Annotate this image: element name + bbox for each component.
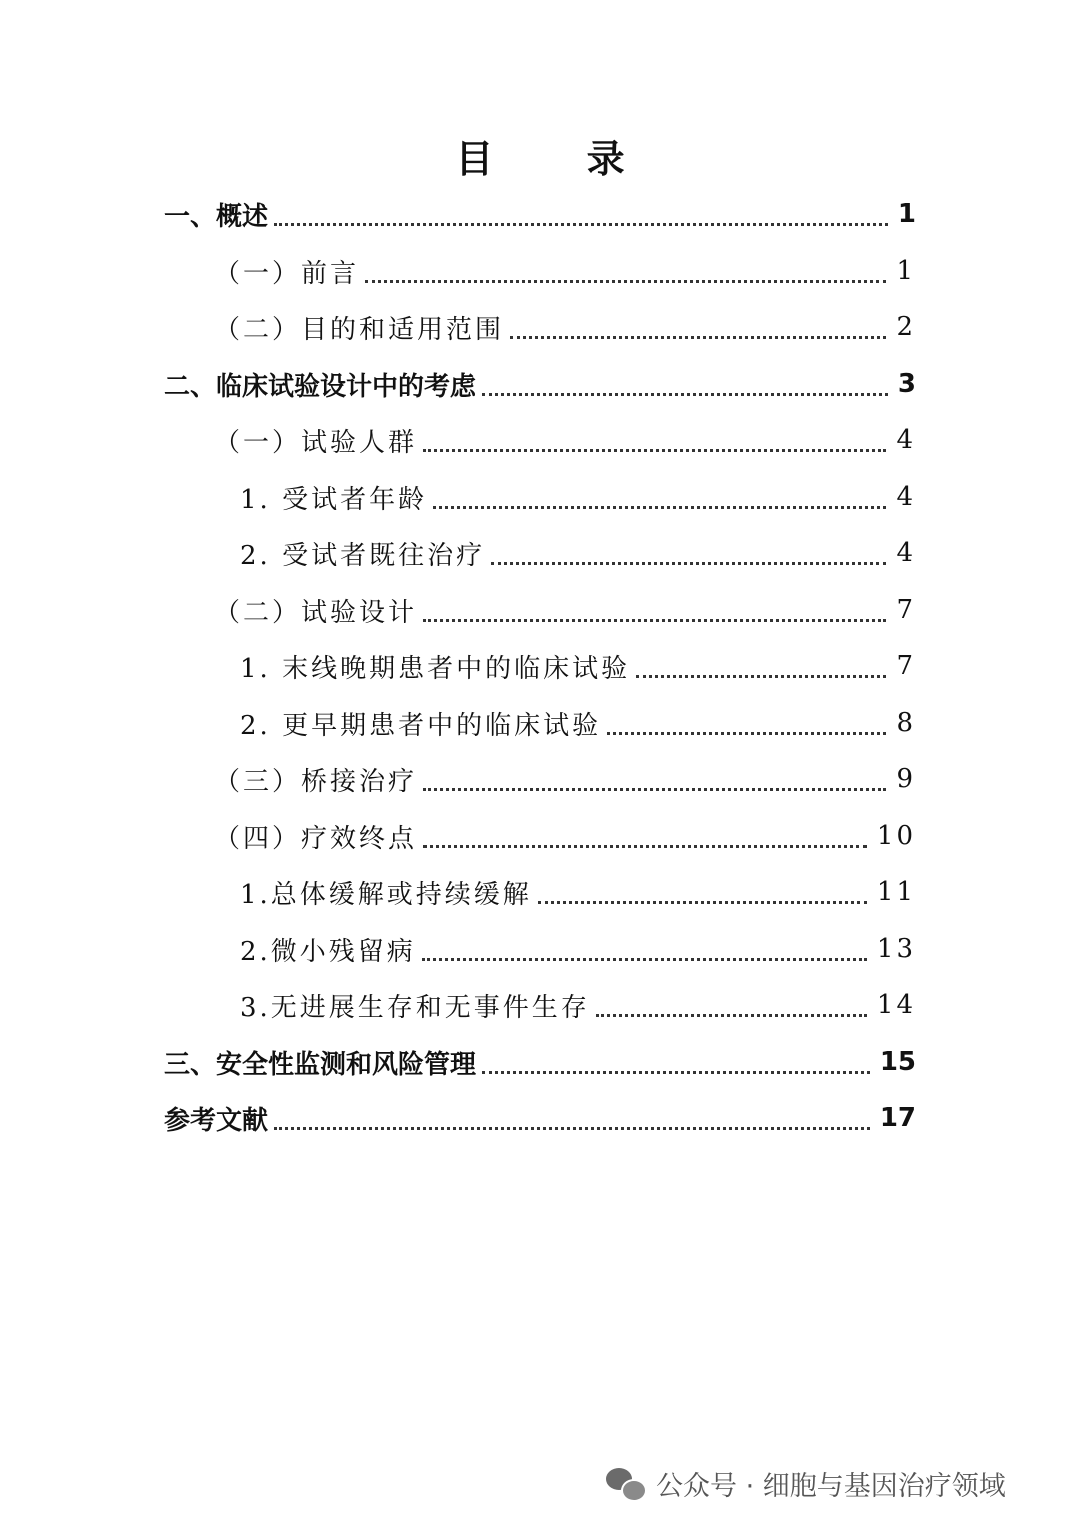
toc-leader [422,958,867,961]
toc-entry-label: 2.微小残留病 [240,936,416,967]
toc-leader [423,845,867,848]
toc-page-number: 8 [896,708,916,738]
toc-page-number: 1 [897,199,916,229]
toc-leader [365,280,886,283]
toc-page-number: 1 [896,256,916,286]
toc-entry[interactable] [164,186,916,242]
toc-entry-label: 1. 末线晚期患者中的临床试验 [240,653,631,684]
toc-leader [423,449,886,452]
toc-entry-label: 2. 更早期患者中的临床试验 [240,710,602,741]
toc-entry-label: 参考文献 [164,1105,269,1136]
watermark-text: 公众号 · 细胞与基因治疗领域 [656,1470,1006,1502]
toc-entry-label: 1. 受试者年龄 [240,484,428,515]
toc-entry-label: （四）疗效终点 [214,823,418,854]
toc-page-number: 11 [876,877,916,907]
toc-leader [482,1071,870,1074]
toc-page-number: 4 [896,425,916,455]
toc-page-number: 10 [876,821,916,851]
toc-entry-label: 2. 受试者既往治疗 [240,540,486,571]
toc-leader [274,1127,870,1130]
toc-leader [510,336,886,339]
toc-entry[interactable] [214,751,916,807]
toc-entry[interactable] [240,638,916,694]
toc-page-number: 3 [897,369,916,399]
toc-page-number: 7 [896,651,916,681]
toc-entry-label: 3.无进展生存和无事件生存 [240,992,590,1023]
toc-entry-label: （一）前言 [214,258,360,289]
toc-entry[interactable] [240,695,916,751]
toc-page-number: 4 [896,538,916,568]
toc-leader [274,223,888,226]
toc-page-number: 17 [879,1103,916,1133]
toc-page-number: 2 [896,312,916,342]
toc-leader [607,732,886,735]
toc-entry[interactable] [240,977,916,1033]
toc-page-number: 13 [876,934,916,964]
toc-leader [423,619,886,622]
toc-page-number: 7 [896,595,916,625]
toc-leader [482,393,888,396]
wechat-icon [606,1466,646,1500]
toc-entry[interactable] [164,356,916,412]
toc-entry-label: 一、概述 [164,201,269,232]
toc-entry[interactable] [240,864,916,920]
toc-leader [596,1014,867,1017]
toc-page-number: 15 [879,1047,916,1077]
toc-entry-label: （二）试验设计 [214,597,418,628]
toc-entry[interactable] [164,1090,916,1146]
toc-entry[interactable] [240,469,916,525]
toc-page-number: 9 [896,764,916,794]
toc-leader [491,562,886,565]
toc-entry[interactable] [164,1034,916,1090]
toc-entry-label: （一）试验人群 [214,427,418,458]
toc-entry[interactable] [240,525,916,581]
toc-leader [423,788,886,791]
watermark [606,1458,1006,1508]
toc-entry-label: 1.总体缓解或持续缓解 [240,879,532,910]
toc-entry[interactable] [214,808,916,864]
page-title: 目 录 [455,137,665,181]
toc-entry[interactable] [214,412,916,468]
toc-leader [636,675,886,678]
toc-entry-label: （二）目的和适用范围 [214,314,505,345]
toc-entry-label: （三）桥接治疗 [214,766,418,797]
toc-entry[interactable] [214,299,916,355]
toc-entry-label: 二、临床试验设计中的考虑 [164,371,477,402]
toc-entry[interactable] [214,582,916,638]
toc-entry-label: 三、安全性监测和风险管理 [164,1049,477,1080]
toc-leader [538,901,867,904]
toc-page-number: 14 [876,990,916,1020]
toc-entry[interactable] [214,243,916,299]
toc-entry[interactable] [240,921,916,977]
toc-page-number: 4 [896,482,916,512]
toc-leader [433,506,886,509]
